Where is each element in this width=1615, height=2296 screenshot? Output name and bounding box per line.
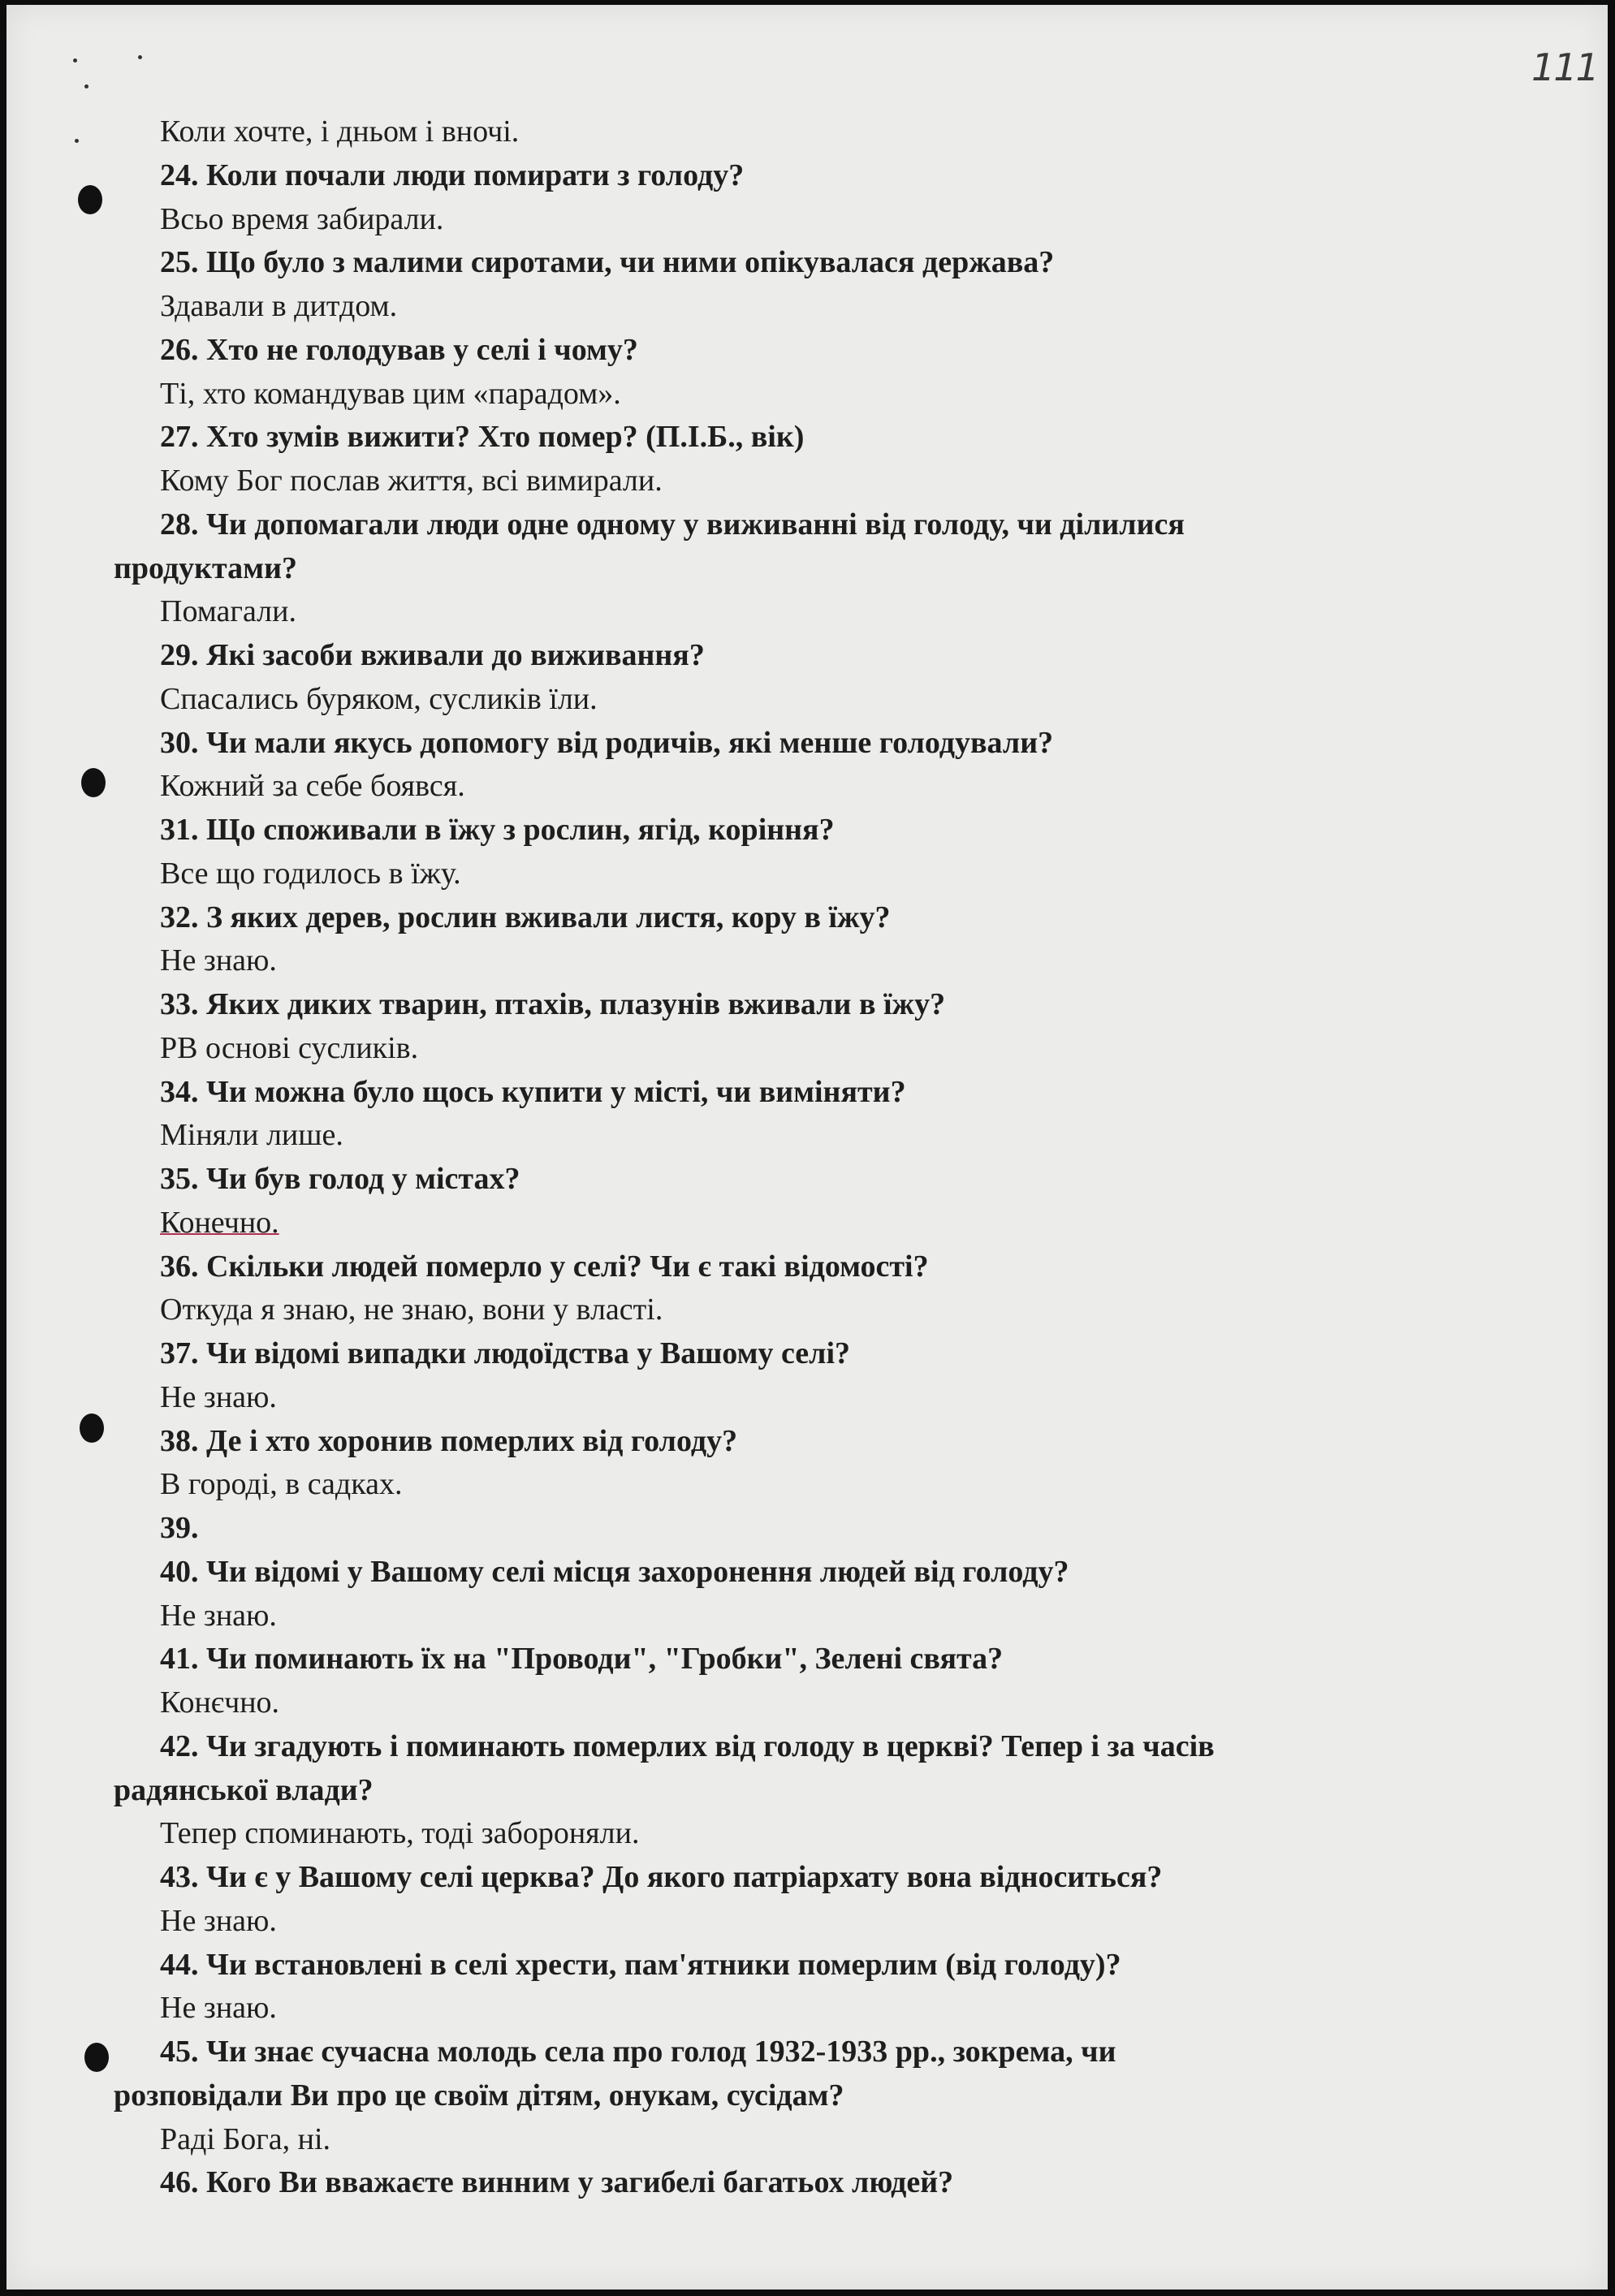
question-text: 41. Чи поминають їх на "Проводи", "Гробки", Зелені свята?: [160, 1642, 1004, 1677]
answer-line: [114, 1202, 1445, 1245]
question-text: 45. Чи знає сучасна молодь села про голод 1932-1933 рр., зокрема, чи: [160, 2035, 1116, 2069]
question-line: [114, 154, 1445, 198]
question-text: 31. Що споживали в їжу з рослин, ягід, коріння?: [160, 813, 835, 847]
answer-text: Коли хочте, і дньом і вночі.: [160, 114, 520, 149]
question-text: 40. Чи відомі у Вашому селі місця захоронення людей від голоду?: [160, 1554, 1069, 1589]
question-text: 38. Де і хто хоронив померлих від голоду?: [160, 1423, 738, 1458]
question-line: [114, 1245, 1445, 1289]
answer-text: Тепер споминають, тоді забороняли.: [160, 1816, 640, 1851]
question-text: 30. Чи мали якусь допомогу від родичів, які менше голодували?: [160, 725, 1054, 760]
question-line: [114, 1856, 1445, 1900]
question-text: 24. Коли почали люди помирати з голоду?: [160, 158, 745, 192]
question-line: [114, 416, 1445, 460]
answer-line: [114, 1463, 1445, 1507]
answer-text: Не знаю.: [160, 943, 277, 978]
question-line: [114, 1725, 1445, 1769]
answer-text: Кожний за себе боявся.: [160, 769, 465, 804]
answer-line: [114, 1681, 1445, 1725]
answer-line: [114, 110, 1445, 154]
question-line: [114, 1158, 1445, 1202]
question-line: [114, 1769, 1445, 1813]
answer-line: [114, 198, 1445, 242]
answer-text: Не знаю.: [160, 1903, 277, 1938]
answer-line: [114, 373, 1445, 416]
answer-line: [114, 1595, 1445, 1638]
answer-line: [114, 1987, 1445, 2031]
answer-line: [114, 1288, 1445, 1332]
question-text: 25. Що було з малими сиротами, чи ними опікувалася держава?: [160, 245, 1055, 280]
question-text: 46. Кого Ви вважаєте винним у загибелі багатьох людей?: [160, 2165, 954, 2200]
question-text: 36. Скільки людей померло у селі? Чи є такі відомості?: [160, 1249, 929, 1284]
answer-line: [114, 1027, 1445, 1071]
question-line: [114, 634, 1445, 678]
document-page: [6, 5, 1608, 2290]
question-text: продуктами?: [114, 550, 297, 585]
question-text: 35. Чи був голод у містах?: [160, 1162, 520, 1196]
question-line: [114, 1638, 1445, 1681]
answer-line: [114, 939, 1445, 983]
answer-text: Не знаю.: [160, 1379, 277, 1414]
question-text: 34. Чи можна було щось купити у місті, чи виміняти?: [160, 1074, 906, 1109]
answer-line: [114, 678, 1445, 722]
answer-line: [114, 460, 1445, 503]
question-line: [114, 1420, 1445, 1464]
punch-hole-3: [80, 1413, 104, 1443]
answer-text: Здавали в дитдом.: [160, 289, 398, 323]
question-line: [114, 241, 1445, 285]
answer-text: Конечно.: [160, 1205, 279, 1240]
answer-line: [114, 852, 1445, 896]
speck: [138, 55, 142, 59]
answer-line: [114, 1376, 1445, 1420]
question-line: [114, 1071, 1445, 1115]
question-line: [114, 983, 1445, 1027]
punch-hole-1: [78, 185, 102, 214]
answer-line: [114, 1900, 1445, 1944]
answer-text: Всьо время забирали.: [160, 201, 444, 236]
question-line: [114, 722, 1445, 766]
question-text: розповідали Ви про це своїм дітям, онукам, сусідам?: [114, 2078, 844, 2113]
question-line: [114, 809, 1445, 852]
answer-text: Помагали.: [160, 594, 296, 629]
answer-text: Откуда я знаю, не знаю, вони у власті.: [160, 1293, 663, 1327]
question-text: 27. Хто зумів вижити? Хто помер? (П.І.Б., вік): [160, 420, 805, 455]
question-line: [114, 1332, 1445, 1376]
answer-text: Все що годилось в їжу.: [160, 856, 461, 891]
question-line: [114, 503, 1445, 547]
answer-text: Раді Бога, ні.: [160, 2121, 331, 2156]
answer-line: [114, 1812, 1445, 1856]
question-line: [114, 896, 1445, 940]
question-text: 37. Чи відомі випадки людоїдства у Вашому селі?: [160, 1336, 851, 1370]
speck: [84, 84, 89, 88]
answer-text: РВ основі сусликів.: [160, 1030, 419, 1065]
question-text: 43. Чи є у Вашому селі церква? До якого патріархату вона відноситься?: [160, 1860, 1163, 1894]
question-text: радянської влади?: [114, 1772, 374, 1807]
answer-text: Кому Бог послав життя, всі вимирали.: [160, 464, 663, 498]
question-text: 44. Чи встановлені в селі хрести, пам'ятники померлим (від голоду)?: [160, 1947, 1121, 1982]
answer-line: [114, 2118, 1445, 2162]
question-text: 32. З яких дерев, рослин вживали листя, кору в їжу?: [160, 900, 891, 934]
question-line: [114, 1944, 1445, 1987]
answer-line: [114, 1114, 1445, 1158]
answer-line: [114, 285, 1445, 329]
question-line: [114, 2031, 1445, 2074]
speck: [73, 58, 77, 63]
answer-text: Конєчно.: [160, 1685, 280, 1720]
answer-line: [114, 765, 1445, 809]
punch-hole-4: [84, 2043, 109, 2072]
answer-text: В городі, в садках.: [160, 1467, 403, 1502]
question-text: 33. Яких диких тварин, птахів, плазунів вживали в їжу?: [160, 987, 946, 1021]
question-text: 42. Чи згадують і поминають померлих від голоду в церкві? Тепер і за часів: [160, 1728, 1215, 1763]
question-text: 39.: [160, 1511, 199, 1545]
interview-transcript: [114, 110, 1445, 2205]
question-line: [114, 2074, 1445, 2118]
answer-text: Не знаю.: [160, 1598, 277, 1633]
answer-text: Ті, хто командував цим «парадом».: [160, 376, 621, 411]
question-line: [114, 2161, 1445, 2205]
answer-text: Міняли лише.: [160, 1118, 343, 1153]
question-text: 29. Які засоби вживали до виживання?: [160, 638, 705, 672]
answer-text: Спасались буряком, сусликів їли.: [160, 681, 598, 716]
question-text: 26. Хто не голодував у селі і чому?: [160, 332, 638, 367]
question-line: [114, 329, 1445, 373]
answer-line: [114, 590, 1445, 634]
speck: [75, 139, 79, 143]
question-line: [114, 1507, 1445, 1551]
page-number: 111: [1531, 45, 1598, 89]
question-line: [114, 547, 1445, 591]
punch-hole-2: [81, 768, 106, 797]
question-text: 28. Чи допомагали люди одне одному у виживанні від голоду, чи ділилися: [160, 507, 1185, 542]
question-line: [114, 1551, 1445, 1595]
answer-text: Не знаю.: [160, 1991, 277, 2026]
